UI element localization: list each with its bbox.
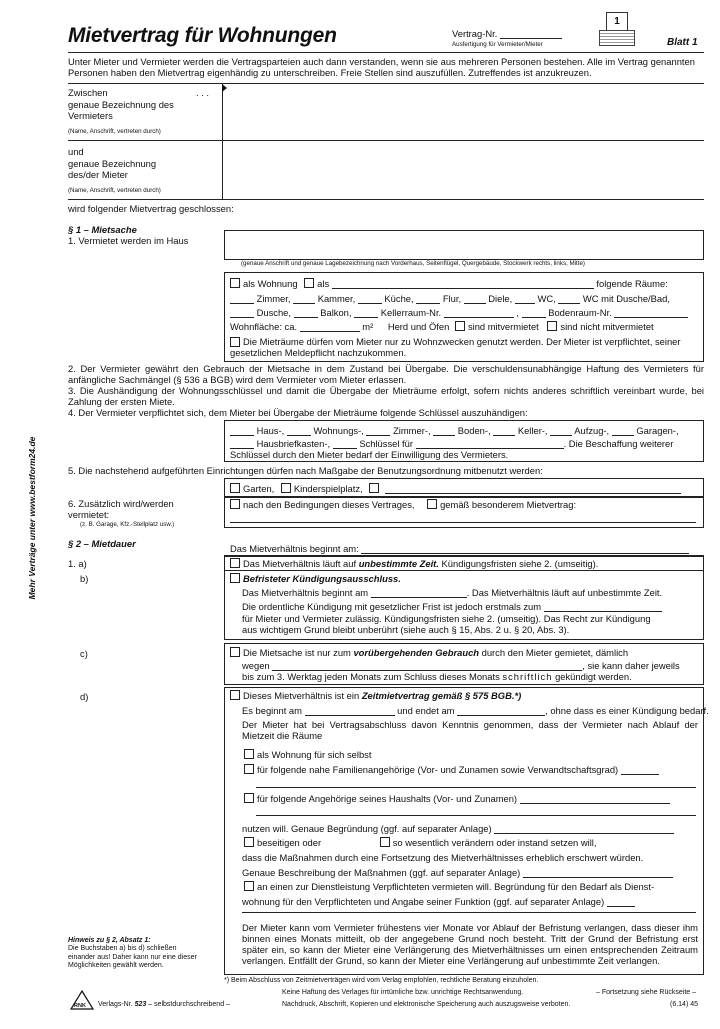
checkbox-facility-other[interactable]: [369, 483, 379, 493]
edition-text: (6.14) 45: [670, 1001, 699, 1008]
house-address-field[interactable]: [224, 230, 704, 260]
item-c-label: c): [80, 648, 88, 659]
checkbox-als[interactable]: [304, 278, 314, 288]
additional-row: nach den Bedingungen dieses Vertrages, gemäß besonderem Mietvertrag:: [230, 499, 576, 510]
item-b-text3: aus wichtigem Grund bleibt unberührt (siehe auch § 15, Abs. 2 u. § 20, Abs. 3).: [242, 624, 570, 635]
landlord-desc: genaue Bezeichnung des Vermieters: [68, 99, 174, 121]
intro-text: Unter Mieter und Vermieter werden die Vertragsparteien auch dann verstanden, wenn sie aus mehreren Personen bestehen. Alle im Vertrag genannten Personen haben den Mietvertrag eigenhändig zu unterschreiben. Freie Stellen sind auszufüllen. Zutreffendes ist anzukreuzen.: [68, 56, 695, 78]
item-d-label: d): [80, 691, 89, 702]
checkbox-b[interactable]: [230, 573, 240, 583]
d-measures-field[interactable]: [523, 868, 673, 878]
item-d-self: als Wohnung für sich selbst: [244, 749, 371, 760]
checkbox-d-remove[interactable]: [244, 837, 254, 847]
keys-row-2: Hausbriefkasten-, Schlüssel für . Die Beschaffung weiterer: [230, 438, 673, 449]
b-first-notice-field[interactable]: [544, 602, 662, 612]
section-2-heading: § 2 – Mietdauer: [68, 538, 136, 549]
checkbox-d-self[interactable]: [244, 749, 254, 759]
keys-consent: Schlüssel durch den Mieter bedarf der Einwilligung des Vermieters.: [230, 449, 509, 460]
tenant-hint: (Name, Anschrift, vertreten durch): [68, 187, 161, 194]
s1-item-1: 1. Vermietet werden im Haus: [68, 235, 189, 246]
residential-only-row: Die Mieträume dürfen vom Mieter nur zu Wohnzwecken genutzt werden. Der Mieter ist verpflichtet, seiner gesetzlichen Meldepflicht nachzukommen.: [230, 336, 681, 358]
checkbox-c[interactable]: [230, 647, 240, 657]
continued-text: – Fortsetzung siehe Rückseite –: [596, 989, 696, 996]
item-b-label: b): [80, 573, 89, 584]
b-begins-field[interactable]: [371, 588, 467, 598]
side-note-title: Hinweis zu § 2, Absatz 1:: [68, 937, 151, 944]
item-a-text: Das Mietverhältnis läuft auf unbestimmte Zeit. Kündigungsfristen siehe 2. (umseitig).: [230, 558, 598, 569]
liability-text: Keine Haftung des Verlages für irrtümliche bzw. unrichtige Rechtsanwendung.: [282, 989, 524, 996]
s1-item-2: 2. Der Vermieter gewährt den Gebrauch der Mietsache in dem Zustand bei Übergabe. Die verschuldensunabhängige Haftung des Vermieters für anfängliche Sachmängel (§ 536 a BGB) wird dem Vermieter vom Mieter erlassen.: [68, 363, 704, 385]
rooms-row-1: als Wohnung als folgende Räume:: [230, 278, 668, 289]
checkbox-d-change[interactable]: [380, 837, 390, 847]
item-d-family: für folgende nahe Familienangehörige (Vor- und Zunamen sowie Verwandtschaftsgrad): [244, 764, 659, 775]
item-d-hinder: dass die Maßnahmen durch eine Fortsetzung des Mietverhältnisses erheblich erschwert würden.: [242, 852, 644, 863]
checkbox-cond-this[interactable]: [230, 499, 240, 509]
item-d-info: Der Mieter kann vom Vermieter frühestens vier Monate vor Ablauf der Befristung verlangen, dass dieser ihm binnen eines Monats mitteilt, ob der angegebene Grund noch besteht. Tritt der Grund der Befristung erst später ein, so kann der Mieter eine Verlängerung des Mietverhältnisses um einen entsprechenden Zeitraum verlangen. Entfällt der Grund, so kann der Mieter eine Verlängerung auf unbestimmte Zeit verlangen.: [242, 922, 698, 966]
checkbox-spielplatz[interactable]: [281, 483, 291, 493]
item-c-text: Die Mietsache ist nur zum vorübergehenden Gebrauch durch den Mieter gemietet, dämlich: [230, 647, 628, 658]
checkbox-cond-separate[interactable]: [427, 499, 437, 509]
copy-label: Ausfertigung für Vermieter/Mieter: [452, 41, 543, 48]
item-d-dates: Es beginnt am und endet am , ohne dass es einer Kündigung bedarf.: [242, 705, 709, 716]
d-begin-field[interactable]: [305, 706, 395, 716]
s1-item-5: 5. Die nachstehend aufgeführten Einrichtungen dürfen nach Maßgabe der Benutzungsordnung mitbenutzt werden:: [68, 465, 543, 476]
item-c-wegen: wegen , sie kann daher jeweils: [242, 660, 680, 671]
s1-item-4: 4. Der Vermieter verpflichtet sich, dem Mieter bei Übergabe der Mieträume folgende Schlüssel auszuhändigen:: [68, 407, 528, 418]
checkbox-garten[interactable]: [230, 483, 240, 493]
sheet-label: Blatt 1: [667, 37, 698, 48]
checkbox-d-service[interactable]: [244, 881, 254, 891]
s1-item-3: 3. Die Aushändigung der Wohnungsschlüssel und damit die Übergabe der Mieträume erfolgt, sofern nichts anderes schriftlich vereinbart wurde, bei Zahlung der ersten Miete.: [68, 385, 704, 407]
reprint-text: Nachdruck, Abschrift, Kopieren und elektronische Speicherung auch auszugsweise verboten.: [282, 1001, 571, 1008]
publisher-info: Verlags-Nr. 523 – selbstdurchschreibend –: [98, 1001, 230, 1008]
and-label: und: [68, 146, 84, 157]
item-d-knowledge: Der Mieter hat bei Vertragsabschluss davon Kenntnis genommen, dass der Vermieter nach Ablauf der Mietzeit die Räume: [242, 719, 698, 741]
checkbox-d-household[interactable]: [244, 793, 254, 803]
checkbox-d[interactable]: [230, 690, 240, 700]
tenant-desc: genaue Bezeichnung des/der Mieter: [68, 158, 157, 180]
checkbox-wohnung[interactable]: [230, 278, 240, 288]
s1-item-6: 6. Zusätzlich wird/werden vermietet:: [68, 498, 174, 520]
checkbox-not-co-rented[interactable]: [547, 321, 557, 331]
s1-item-6-hint: (z. B. Garage, Kfz.-Stellplatz usw.): [80, 521, 175, 528]
checkbox-co-rented[interactable]: [455, 321, 465, 331]
side-note-text: Die Buchstaben a) bis d) schließen einander aus! Daher kann nur eine dieser Möglichkeiten gewählt werden.: [68, 945, 197, 969]
between-label: Zwischen: [68, 87, 108, 98]
tenant-field[interactable]: [226, 143, 702, 197]
rooms-row-3: Dusche, Balkon, Kellerraum-Nr. , Bodenraum-Nr.: [230, 307, 688, 318]
item-b-title: Befristeter Kündigungsausschluss.: [230, 573, 401, 584]
landlord-hint: (Name, Anschrift, vertreten durch): [68, 128, 161, 135]
c-reason-field[interactable]: [272, 661, 582, 671]
contract-number-field[interactable]: [500, 29, 562, 39]
page-title: Mietvertrag für Wohnungen: [68, 24, 337, 47]
item-b-text2: für Mieter und Vermieter zulässig. Kündigungsfristen siehe 2. (umseitig). Das Recht zur Kündigung: [242, 613, 651, 624]
rooms-row-4: Wohnfläche: ca. m² Herd und Öfen sind mitvermietet sind nicht mitvermietet: [230, 321, 654, 332]
area-field[interactable]: [300, 322, 360, 332]
checkbox-a[interactable]: [230, 558, 240, 568]
item-d-title: Dieses Mietverhältnis ist ein Zeitmietvertrag gemäß § 575 BGB.*): [230, 690, 521, 701]
checkbox-d-family[interactable]: [244, 764, 254, 774]
contract-number-label: Vertrag-Nr.: [452, 28, 562, 39]
concluded-text: wird folgender Mietvertrag geschlossen:: [68, 203, 234, 214]
item-d-use: nutzen will. Genaue Begründung (ggf. auf separater Anlage): [242, 823, 674, 834]
item-d-service2: wohnung für den Verpflichteten und Angabe seiner Funktion (ggf. auf separater Anlage): [242, 896, 635, 907]
keys-row-1: Haus-, Wohnungs-, Zimmer-, Boden-, Keller-, Aufzug-, Garagen-,: [230, 425, 679, 436]
item-d-service1: an einen zur Dienstleistung Verpflichteten vermieten will. Begründung für den Bedarf als Dienst-: [244, 881, 654, 892]
begins-field[interactable]: [361, 544, 689, 554]
als-field[interactable]: [332, 279, 594, 289]
address-hint: (genaue Anschrift und genaue Lagebezeichnung nach Vorderhaus, Seitenflügel, Quergebäude, Stockwerk rechts, links, Mitte): [241, 260, 585, 267]
d-reason-field[interactable]: [494, 824, 674, 834]
rooms-row-2: Zimmer, Kammer, Küche, Flur, Diele, WC, WC mit Dusche/Bad,: [230, 293, 670, 304]
sheet-number: 1: [606, 12, 628, 31]
item-c-text3: bis zum 3. Werktag jeden Monats zum Schluss dieses Monats schriftlich gekündigt werden.: [242, 671, 632, 682]
facilities-row: Garten, Kinderspielplatz,: [230, 483, 681, 494]
item-a-label: 1. a): [68, 558, 87, 569]
section-1-heading: § 1 – Mietsache: [68, 224, 137, 235]
side-advert-text: Mehr Verträge unter www.bestform24.de: [27, 436, 37, 600]
keys-for-field[interactable]: [416, 439, 564, 449]
item-d-describe: Genaue Beschreibung der Maßnahmen (ggf. auf separater Anlage): [242, 867, 673, 878]
item-d-household: für folgende Angehörige seines Haushalts (Vor- und Zunamen): [244, 793, 670, 804]
publisher-logo-letters: RNK: [74, 1003, 86, 1009]
item-b-begins: Das Mietverhältnis beginnt am . Das Mietverhältnis läuft auf unbestimmte Zeit.: [242, 587, 663, 598]
checkbox-residential-only[interactable]: [230, 337, 240, 347]
copy-stack-icon: [596, 12, 636, 46]
dots: . . .: [196, 87, 210, 98]
landlord-field[interactable]: [226, 86, 702, 138]
d-end-field[interactable]: [457, 706, 545, 716]
item-d-remove: beseitigen oder so wesentlich verändern oder instand setzen will,: [244, 837, 597, 848]
footnote: *) Beim Abschluss von Zeitmietverträgen wird vom Verlag empfohlen, rechtliche Beratung einzuholen.: [224, 977, 539, 984]
item-b-text1: Die ordentliche Kündigung mit gesetzlicher Frist ist jedoch erstmals zum: [242, 601, 662, 612]
facility-other-field[interactable]: [385, 484, 681, 494]
begins-row: Das Mietverhältnis beginnt am:: [230, 543, 689, 554]
